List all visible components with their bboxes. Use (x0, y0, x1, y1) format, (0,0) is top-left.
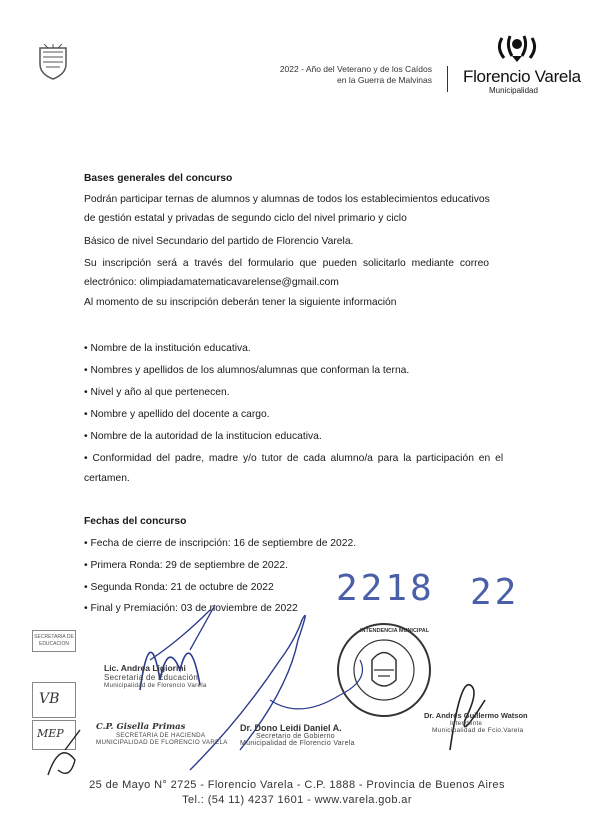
list-item: • Nivel y año al que pertenecen. (84, 387, 230, 398)
paragraph-inscription-2: electrónico: olimpiadamatematicavarelense@gmail.com (84, 277, 339, 288)
date-item: • Final y Premiación: 03 de noviembre de 2022 (84, 603, 298, 614)
logo-name: Florencio Varela (463, 67, 581, 86)
date-item: • Primera Ronda: 29 de septiembre de 2022. (84, 560, 288, 571)
vb-initials: VB (39, 691, 60, 707)
list-item: • Nombres y apellidos de los alumnos/alumnas que conforman la terna. (84, 365, 410, 376)
date-item: • Fecha de cierre de inscripción: 16 de septiembre de 2022. (84, 538, 357, 549)
seal-text: INTENDENCIA MUNICIPAL (360, 628, 430, 634)
year-motto-line2: en la Guerra de Malvinas (337, 75, 432, 85)
signatory-role: Secretaria de Educación (104, 673, 199, 682)
signatory-org: MUNICIPALIDAD DE FLORENCIO VARELA (96, 739, 228, 746)
paragraph-info: Al momento de su inscripción deberán tener la siguiente información (84, 297, 397, 308)
footer-address: 25 de Mayo N° 2725 - Florencio Varela - C.P. 1888 - Provincia de Buenos Aires (89, 779, 505, 791)
signature-block-intendente (424, 711, 528, 734)
signature-block-education (104, 663, 207, 689)
date-item: • Segunda Ronda: 21 de octubre de 2022 (84, 582, 274, 593)
florencio-varela-logo-icon (490, 34, 544, 64)
signature-block-gobierno (240, 723, 355, 747)
signatory-org: Municipalidad de Florencio Varela (240, 740, 355, 747)
year-motto (212, 64, 432, 86)
header-divider (447, 66, 448, 92)
signature-block-hacienda (96, 722, 228, 746)
signatory-name: Lic. Andrea Ligiorini (104, 663, 186, 673)
list-item: • Nombre y apellido del docente a cargo. (84, 409, 270, 420)
signatory-role: Intendente (450, 720, 483, 727)
signatory-name: C.P. Gisella Primas (96, 722, 186, 732)
list-item-continuation: certamen. (84, 473, 130, 484)
section-heading-fechas: Fechas del concurso (84, 516, 187, 527)
signatory-role: SECRETARIA DE HACIENDA (116, 732, 206, 739)
handwritten-signatures-icon (40, 600, 500, 790)
section-heading-bases: Bases generales del concurso (84, 173, 233, 184)
education-stamp-label: SECRETARIA DE EDUCACION (34, 634, 74, 647)
logo-subtitle: Municipalidad (489, 86, 538, 95)
signatory-org: Municipalidad de Fcio.Varela (432, 727, 524, 734)
signatory-name: Dr. Andrés Guillermo Watson (424, 711, 528, 720)
stamp-number-1: 2218 (336, 568, 435, 609)
municipal-crest-icon (38, 44, 68, 80)
signatory-name: Dr. Dono Leidi Daniel A. (240, 723, 342, 733)
stamp-number-2: 22 (470, 572, 520, 613)
list-item: • Conformidad del padre, madre y/o tutor de cada alumno/a para la participación en el (84, 453, 504, 464)
paragraph-inscription-1: Su inscripción será a través del formulario que pueden solicitarlo mediante correo (84, 258, 490, 269)
year-motto-line1: 2022 - Año del Veterano y de los Caídos (279, 64, 432, 74)
footer-contact: Tel.: (54 11) 4237 1601 - www.varela.gob.ar (182, 794, 412, 806)
list-item: • Nombre de la institución educativa. (84, 343, 251, 354)
list-item: • Nombre de la autoridad de la institucion educativa. (84, 431, 322, 442)
paragraph-participants-3: Básico de nivel Secundario del partido de Florencio Varela. (84, 236, 354, 247)
paragraph-participants-1: Podrán participar ternas de alumnos y alumnas de todos los establecimientos educativos (84, 194, 490, 205)
initials-handwritten: MEP (37, 727, 64, 740)
signatory-role: Secretario de Gobierno (256, 733, 335, 740)
paragraph-participants-2: de gestión estatal y privadas de segundo ciclo del nivel primario y ciclo (84, 213, 407, 224)
signatory-org: Municipalidad de Florencio Varela (104, 682, 207, 689)
